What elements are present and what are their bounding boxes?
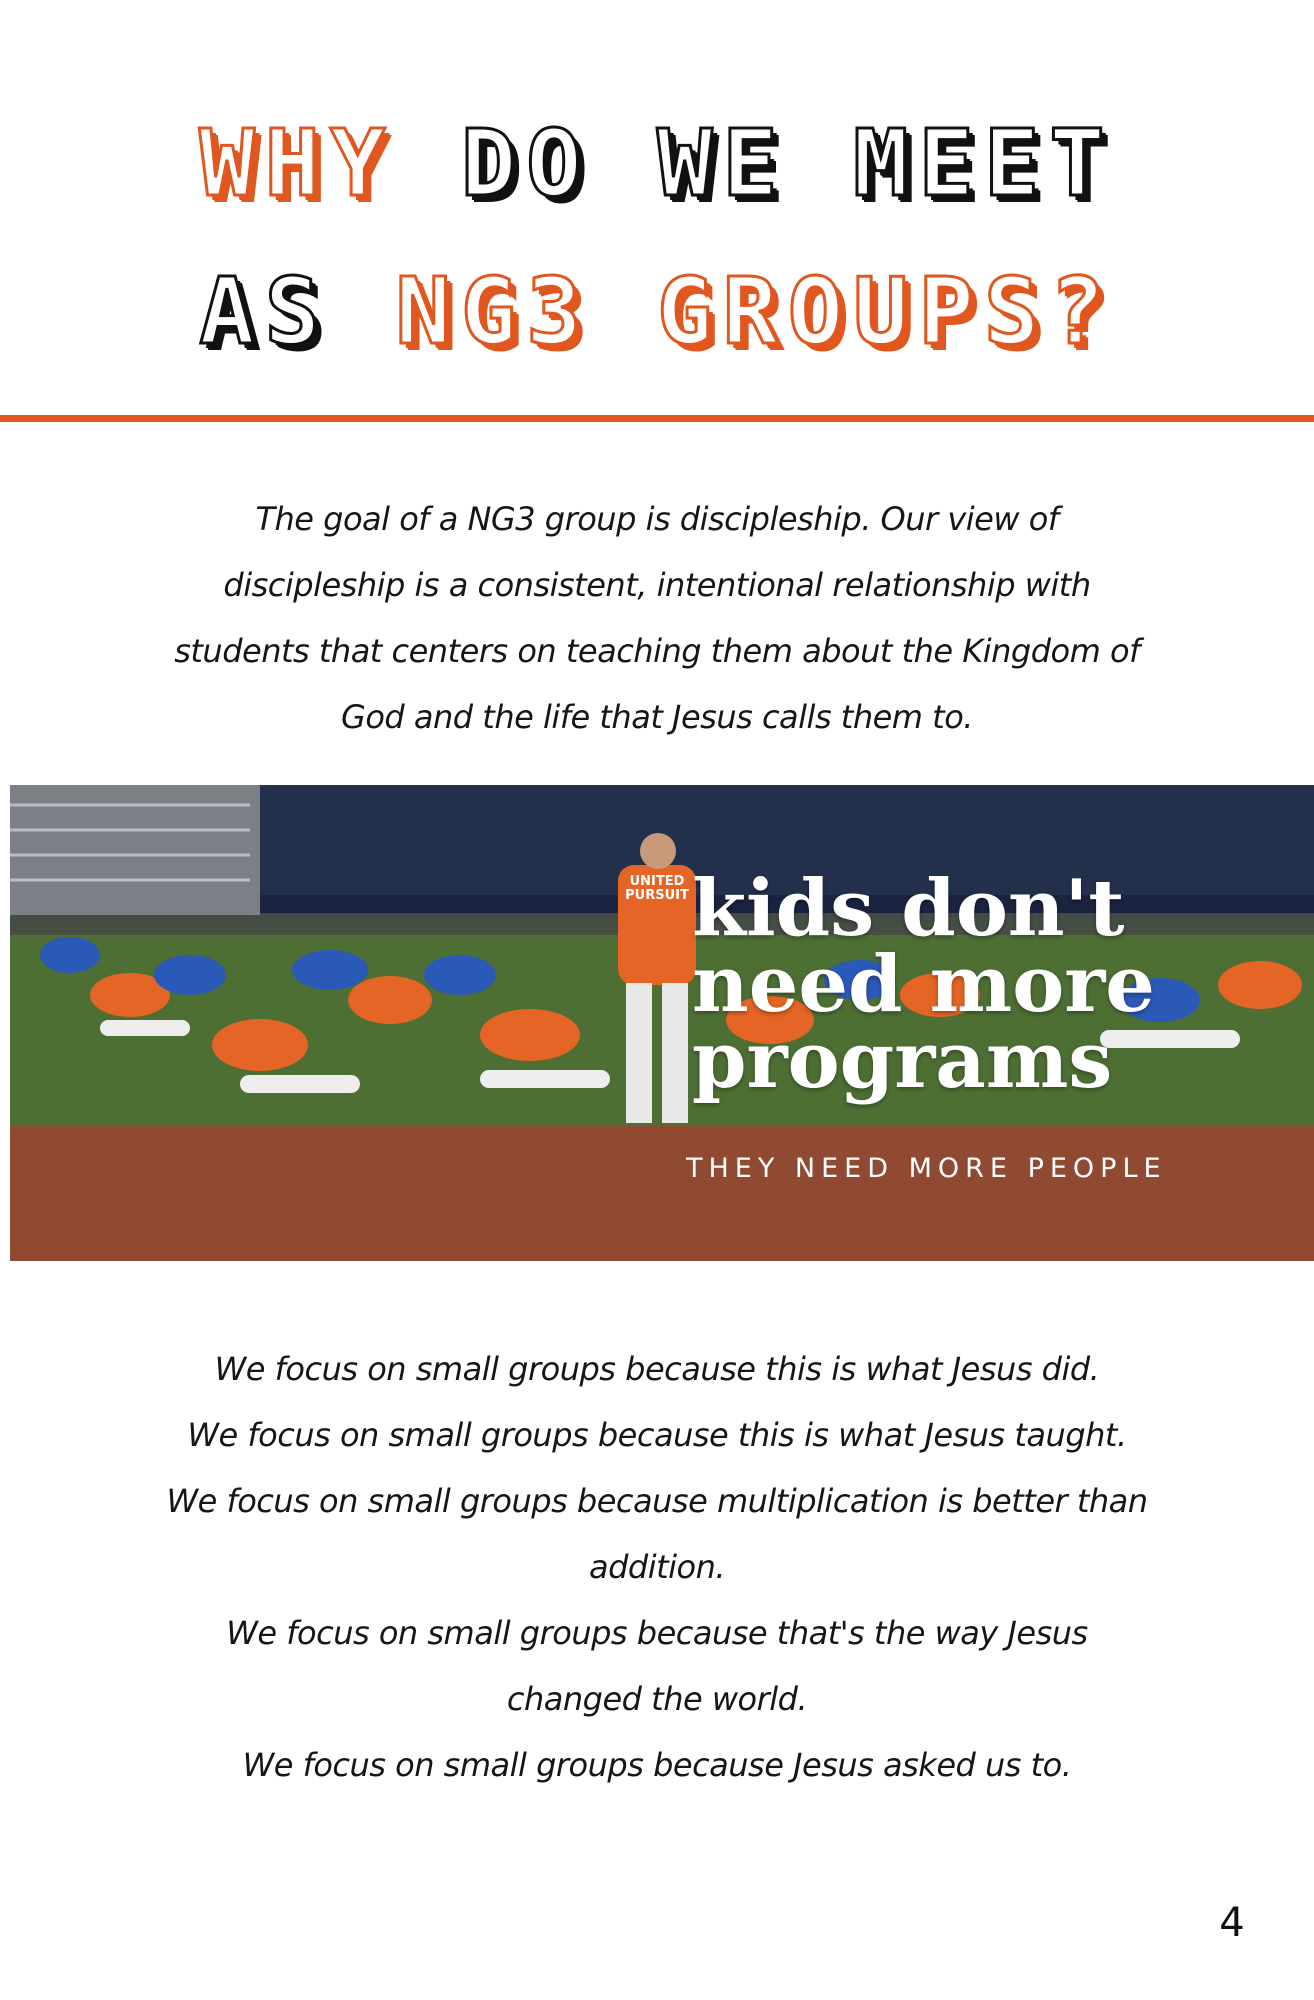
- title-words-ng3-groups: NG3 GROUPS?: [395, 258, 1115, 365]
- page-number: 4: [1219, 1900, 1245, 1946]
- title-words-do-we-meet: DO WE MEET: [460, 110, 1115, 217]
- reason-item: We focus on small groups because multiplication is better than addition.: [166, 1482, 1148, 1586]
- page-title-line-2: [0, 258, 1314, 365]
- title-word-as: AS: [199, 258, 331, 365]
- page-title-line-1: [0, 110, 1314, 217]
- shirt-text-line-2: PURSUIT: [625, 888, 689, 903]
- reason-item: We focus on small groups because Jesus asked us to.: [242, 1746, 1072, 1784]
- intro-paragraph: The goal of a NG3 group is discipleship. Our view of discipleship is a consistent, intentional relationship with students that centers on teaching them about the Kingdom of God and the life that Jesus calls them to.: [174, 500, 1140, 736]
- photo-heading-line-1: kids don't: [692, 863, 1125, 954]
- photo-subheading: THEY NEED MORE PEOPLE: [686, 1153, 1167, 1184]
- reason-item: We focus on small groups because that's the way Jesus changed the world.: [226, 1614, 1088, 1718]
- coach-shirt-text: [624, 875, 690, 903]
- shirt-text-line-1: UNITED: [629, 874, 685, 889]
- section-divider: [0, 415, 1314, 422]
- reasons-list: [160, 1336, 1154, 1798]
- reason-item: We focus on small groups because this is what Jesus did.: [214, 1350, 1100, 1388]
- title-word-why: WHY: [199, 110, 396, 217]
- photo-heading-line-3: programs: [692, 1015, 1113, 1106]
- team-photo-banner: [10, 785, 1314, 1261]
- photo-heading: [692, 863, 1252, 1106]
- photo-heading-line-2: need more: [692, 939, 1155, 1030]
- reason-item: We focus on small groups because this is what Jesus taught.: [187, 1416, 1127, 1454]
